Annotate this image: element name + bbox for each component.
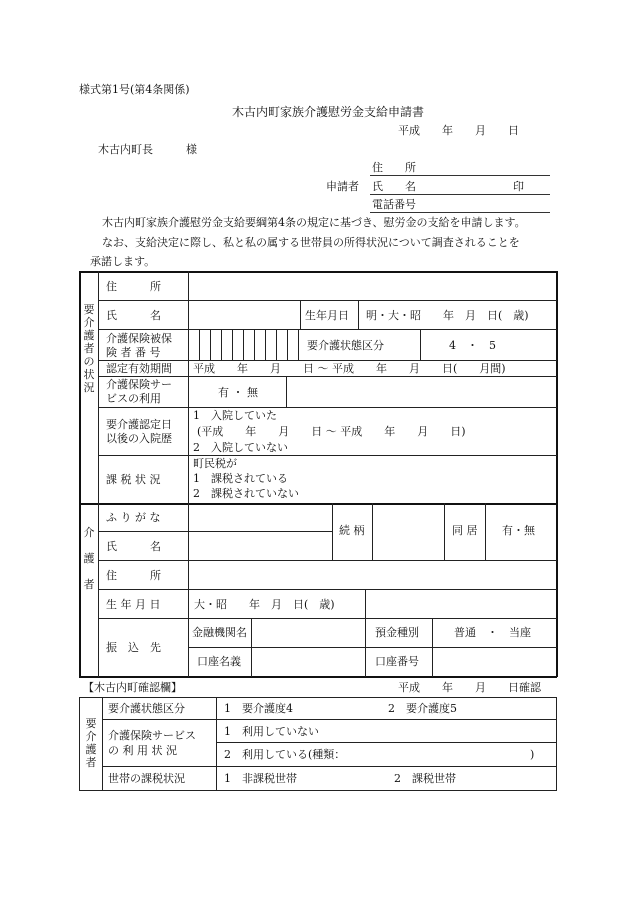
body-text-2: なお、支給決定に際し、私と私の属する世帯員の所得状況について調査されることを — [102, 236, 520, 249]
applicant-name-label: 氏 名 — [372, 180, 416, 193]
insured-number-label-1: 介護保険被保 — [106, 332, 172, 345]
hospital-option-2[interactable]: 2 入院していない — [193, 441, 288, 454]
confirm-care-level-option-1[interactable]: 1 要介護度4 — [224, 702, 293, 715]
service-use-label-2: ビスの利用 — [106, 392, 161, 405]
caregiver-name-field[interactable] — [190, 533, 330, 559]
applicant-name-line[interactable] — [370, 194, 550, 195]
body-text-1: 木古内町家族介護慰労金支給要綱第4条の規定に基づき、慰労金の支給を申請します。 — [102, 216, 526, 229]
tax-status-label: 課 税 状 況 — [106, 473, 161, 486]
care-level-value[interactable]: 4 ・ 5 — [449, 339, 496, 352]
application-date: 平成 年 月 日 — [398, 124, 519, 137]
deposit-type-label: 預金種別 — [375, 626, 419, 639]
caregiver-name-label: 氏 名 — [106, 540, 161, 553]
service-use-label-1: 介護保険サー — [106, 378, 172, 391]
care-receiver-section-label: 要 介 護 者 の 状 況 — [83, 303, 95, 394]
confirm-tax-label: 世帯の課税状況 — [108, 772, 185, 785]
applicant-phone-label: 電話番号 — [372, 198, 416, 211]
receiver-address-field[interactable] — [190, 273, 555, 299]
account-number-field[interactable] — [434, 649, 554, 675]
hospital-option-1-period[interactable]: (平成 年 月 日 ～ 平成 年 月 日) — [197, 425, 466, 438]
account-name-field[interactable] — [253, 649, 363, 675]
caregiver-address-field[interactable] — [190, 562, 555, 588]
hospital-history-label-2: 以後の入院歴 — [106, 432, 172, 445]
receiver-birth-value[interactable]: 明・大・昭 年 月 日( 歳) — [366, 309, 529, 322]
cohabit-label: 同 居 — [452, 524, 478, 537]
confirm-service-option-1[interactable]: 1 利用していない — [224, 725, 319, 738]
valid-period-label: 認定有効期間 — [106, 362, 172, 375]
valid-period-value[interactable]: 平成 年 月 日 ～ 平成 年 月 日( 月間) — [193, 362, 506, 375]
service-use-value[interactable]: 有 ・ 無 — [218, 386, 258, 399]
confirm-care-level-label: 要介護状態区分 — [108, 702, 185, 715]
insured-number-label-2: 険 者 番 号 — [106, 346, 161, 359]
body-text-3: 承諾します。 — [90, 255, 156, 268]
caregiver-birth-label: 生 年 月 日 — [106, 598, 161, 611]
cohabit-value[interactable]: 有・無 — [502, 524, 535, 537]
account-number-label: 口座番号 — [375, 655, 419, 668]
bank-name-field[interactable] — [253, 620, 363, 646]
hospital-option-1[interactable]: 1 入院していた — [193, 409, 277, 422]
caregiver-furigana-field[interactable] — [190, 506, 330, 530]
insured-number-boxes[interactable] — [190, 331, 298, 359]
form-number: 様式第1号(第4条関係) — [79, 83, 190, 96]
applicant-address-label: 住 所 — [372, 161, 416, 174]
caregiver-birth-value[interactable]: 大・昭 年 月 日( 歳) — [194, 598, 335, 611]
confirm-service-option-2[interactable]: 2 利用している(種類： — [224, 748, 346, 761]
seal-mark: 印 — [513, 180, 524, 193]
confirm-service-close-paren: ) — [530, 748, 535, 761]
confirm-date: 平成 年 月 日確認 — [398, 681, 541, 694]
bank-name-label: 金融機関名 — [192, 626, 247, 639]
tax-option-2[interactable]: 2 課税されていない — [193, 487, 299, 500]
confirm-service-label-1: 介護保険サービス — [108, 729, 196, 742]
caregiver-section-label: 介 護 者 — [83, 526, 95, 591]
addressee: 木古内町長 様 — [98, 143, 197, 156]
account-name-label: 口座名義 — [197, 655, 241, 668]
confirm-side-label: 要 介 護 者 — [85, 717, 97, 769]
receiver-address-label: 住 所 — [106, 280, 161, 293]
tax-status-head: 町民税が — [193, 457, 237, 470]
confirm-tax-option-1[interactable]: 1 非課税世帯 — [224, 772, 297, 785]
receiver-name-label: 氏 名 — [106, 309, 161, 322]
confirm-tax-option-2[interactable]: 2 課税世帯 — [394, 772, 456, 785]
relation-label: 続 柄 — [339, 524, 365, 537]
confirm-section-title: 【木古内町確認欄】 — [83, 681, 182, 694]
tax-option-1[interactable]: 1 課税されている — [193, 472, 288, 485]
hospital-history-label-1: 要介護認定日 — [106, 418, 172, 431]
bank-transfer-label: 振 込 先 — [106, 641, 161, 654]
confirm-care-level-option-2[interactable]: 2 要介護度5 — [388, 702, 457, 715]
receiver-name-field[interactable] — [190, 302, 299, 328]
applicant-label: 申請者 — [326, 180, 359, 193]
page-title: 木古内町家族介護慰労金支給申請書 — [232, 105, 425, 119]
confirm-service-label-2: の 利 用 状 況 — [108, 744, 177, 757]
caregiver-furigana-label: ふ り が な — [106, 511, 161, 524]
applicant-address-line[interactable] — [370, 175, 550, 176]
receiver-birth-label: 生年月日 — [305, 309, 349, 322]
care-level-label: 要介護状態区分 — [307, 339, 384, 352]
deposit-type-value[interactable]: 普通 ・ 当座 — [454, 626, 531, 639]
relation-field[interactable] — [374, 506, 442, 559]
caregiver-address-label: 住 所 — [106, 569, 161, 582]
applicant-phone-line[interactable] — [370, 212, 550, 213]
